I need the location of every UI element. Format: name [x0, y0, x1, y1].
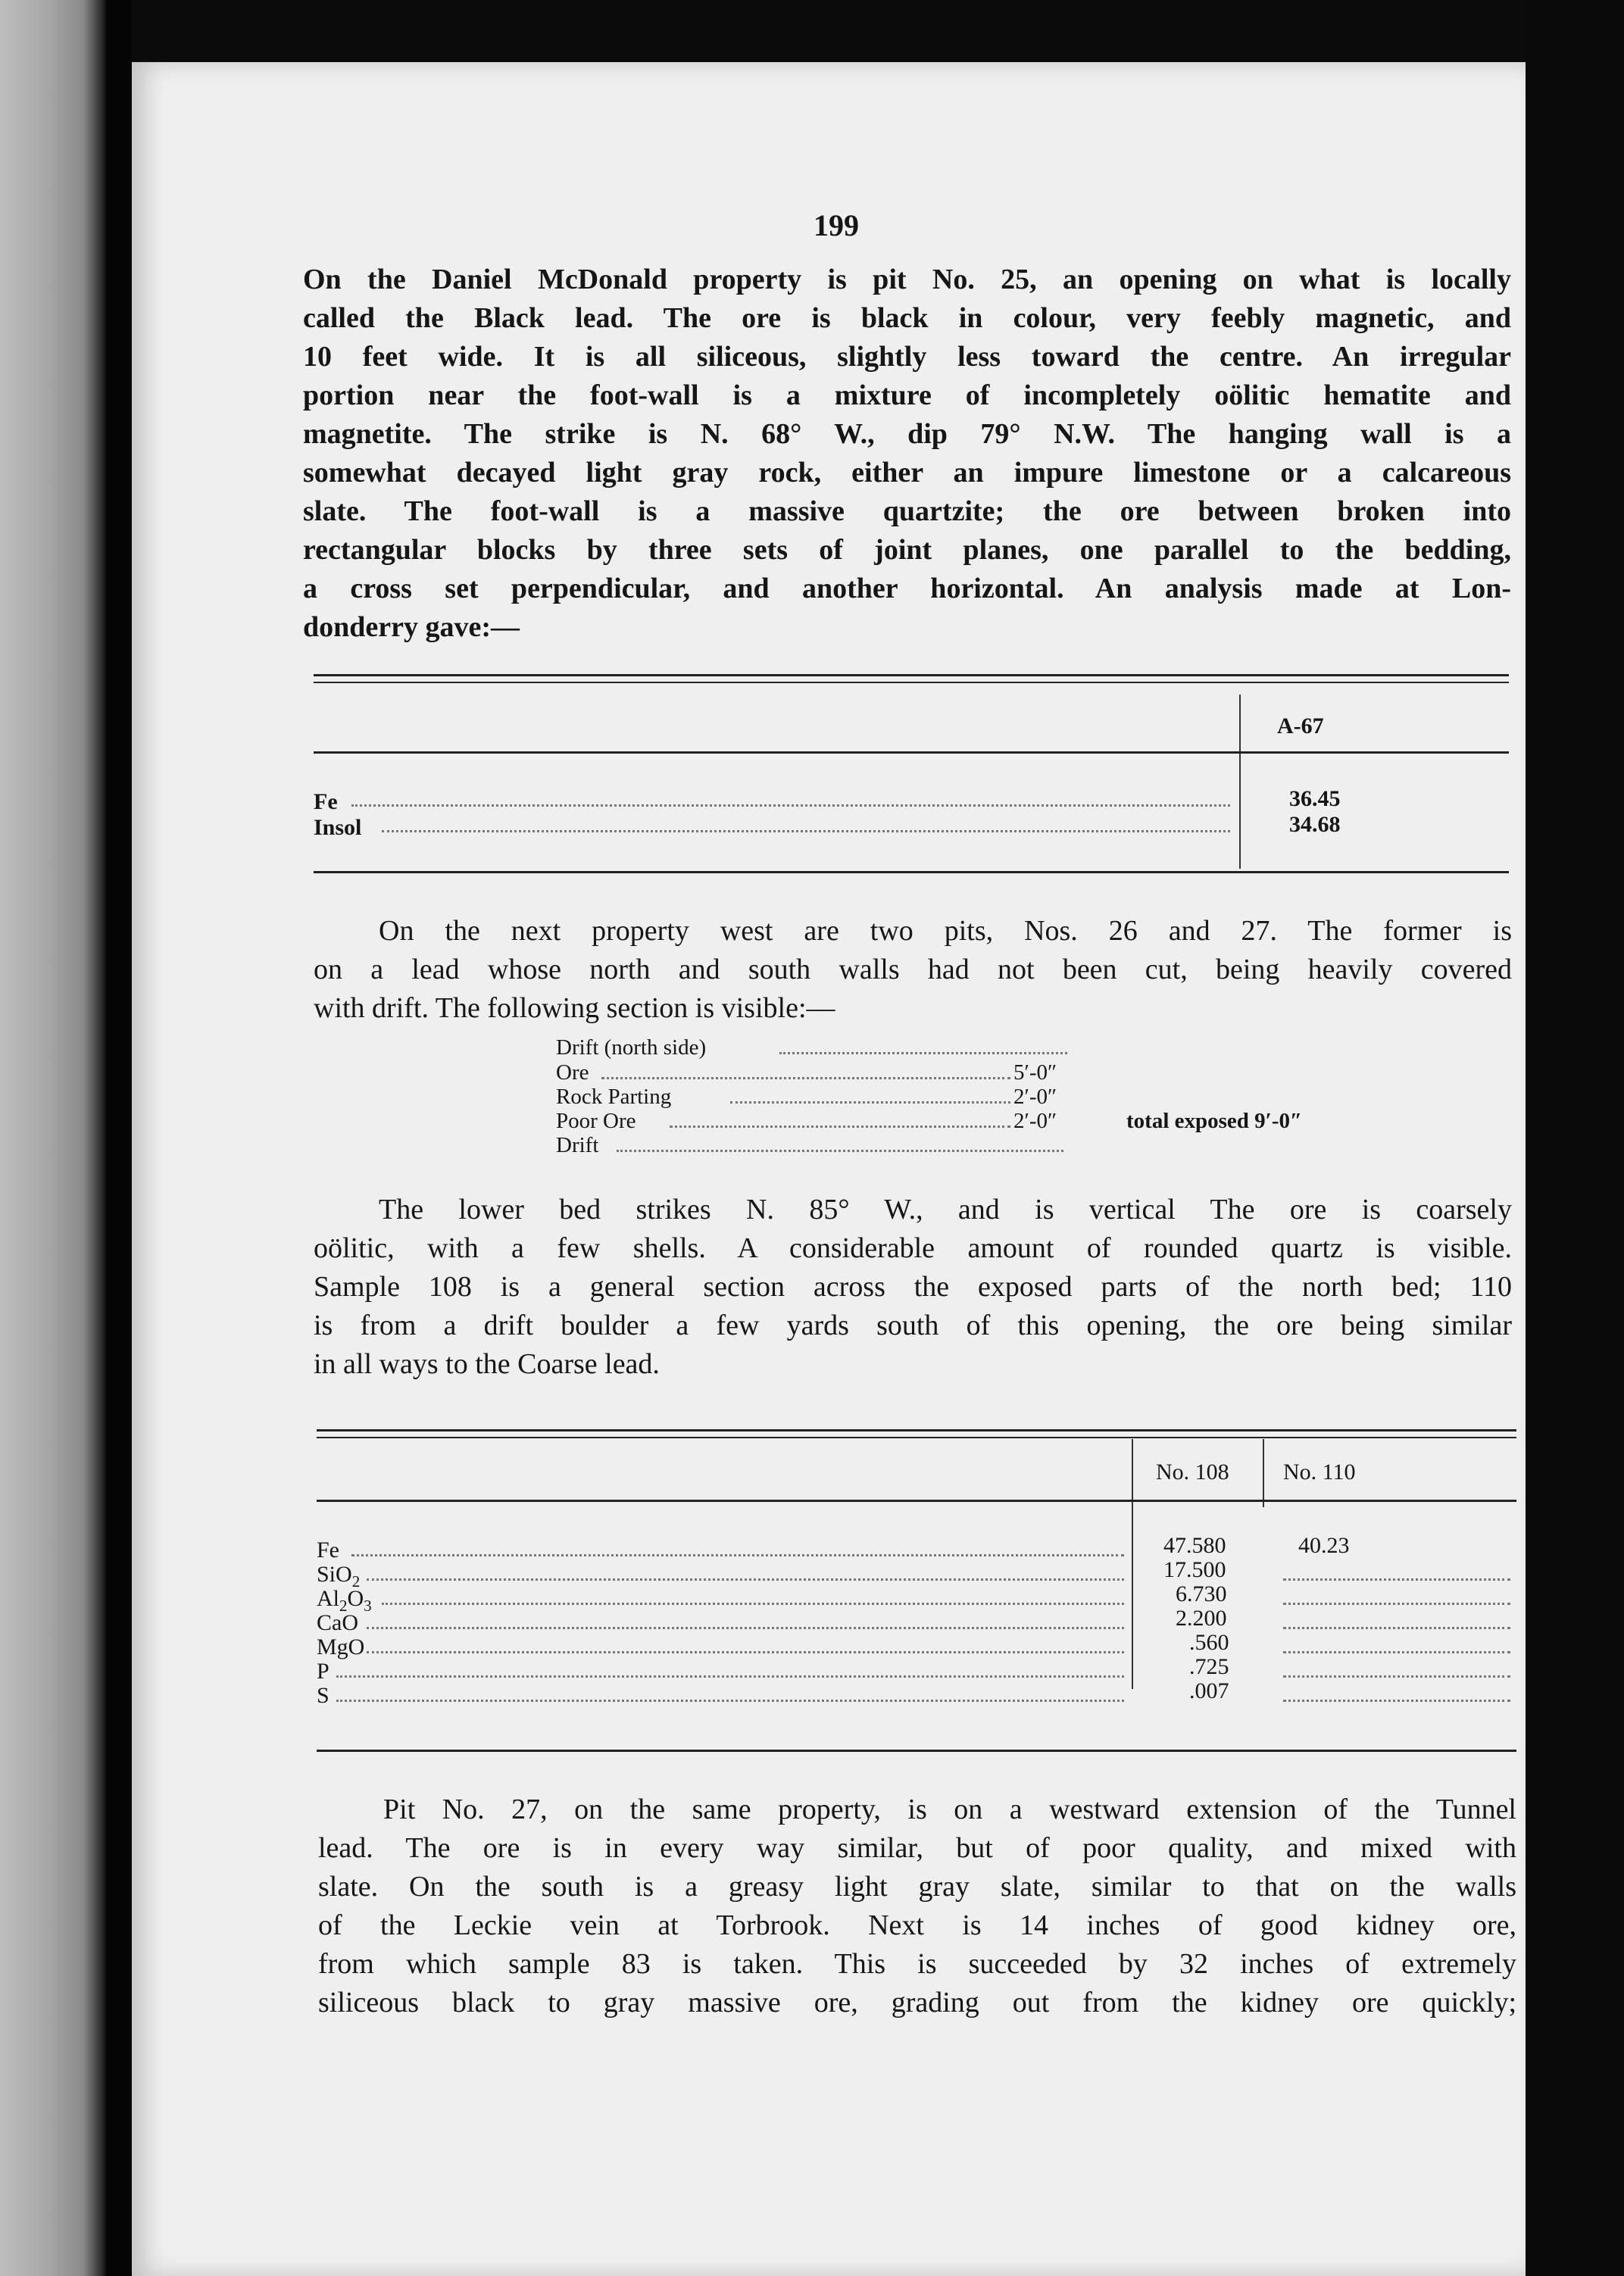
row-value: .725: [1189, 1654, 1229, 1679]
leader-dots: [1283, 1675, 1510, 1678]
leader-dots: [730, 1101, 1010, 1104]
table-rule: [314, 682, 1509, 683]
leader-dots: [351, 804, 1230, 807]
section-label: Drift: [556, 1133, 599, 1157]
leader-dots: [670, 1126, 1010, 1128]
table-rule: [317, 1429, 1516, 1431]
row-label: Insol: [314, 815, 362, 840]
row-label: CaO: [317, 1610, 358, 1635]
table-rule: [314, 871, 1509, 873]
column-header: No. 108: [1156, 1460, 1229, 1485]
text-line: Sample 108 is a general section across the exposed parts of the north bed; 110: [314, 1271, 1512, 1303]
row-label: Fe: [317, 1538, 339, 1563]
row-label: SiO$_2$: [317, 1562, 361, 1591]
scan-margin-right: [1526, 0, 1624, 2276]
table-rule: [314, 674, 1509, 676]
leader-dots: [601, 1077, 1010, 1079]
text-line: magnetite. The strike is N. 68° W., dip 79° N.W. The hanging wall is a: [303, 418, 1511, 450]
table-rule: [314, 751, 1509, 754]
text-line: The lower bed strikes N. 85° W., and is vertical The ore is coarsely: [379, 1194, 1512, 1225]
leader-dots: [367, 1578, 1124, 1581]
row-label: P: [317, 1659, 329, 1684]
book-page: [132, 62, 1526, 2276]
leader-dots: [1283, 1603, 1510, 1605]
row-value: 6.730: [1176, 1581, 1227, 1606]
row-value: 17.500: [1163, 1557, 1226, 1582]
paragraph-1: [303, 261, 1511, 647]
paragraph-2: [314, 912, 1512, 1028]
section-label: Drift (north side): [556, 1035, 707, 1060]
row-value: 34.68: [1289, 812, 1341, 837]
text-line: slate. On the south is a greasy light gray slate, similar to that on the walls: [318, 1871, 1516, 1903]
text-line: with drift. The following section is visible:—: [314, 992, 835, 1024]
paragraph-4: [318, 1791, 1516, 2022]
row-value: .007: [1189, 1678, 1229, 1703]
text-line: is from a drift boulder a few yards south of this opening, the ore being similar: [314, 1310, 1512, 1341]
leader-dots: [1283, 1627, 1510, 1629]
leader-dots: [382, 1603, 1124, 1605]
scan-margin-left: [0, 0, 106, 2276]
row-label: $Al_2O_3$: [317, 1586, 372, 1615]
row-value: 36.45: [1289, 786, 1341, 811]
leader-dots: [779, 1052, 1067, 1054]
leader-dots: [367, 1627, 1124, 1629]
leader-dots: [351, 1554, 1124, 1556]
text-line: slate. The foot-wall is a massive quartzite; the ore between broken into: [303, 495, 1511, 527]
text-line: a cross set perpendicular, and another horizontal. An analysis made at Lon-: [303, 573, 1511, 604]
text-line: oölitic, with a few shells. A considerable amount of rounded quartz is visible.: [314, 1232, 1512, 1264]
row-label: Fe: [314, 789, 338, 814]
paragraph-3: [314, 1191, 1512, 1384]
text-line: On the next property west are two pits, Nos. 26 and 27. The former is: [379, 915, 1512, 947]
text-line: 10 feet wide. It is all siliceous, slightly less toward the centre. An irregular: [303, 341, 1511, 373]
page-number: 199: [814, 208, 859, 242]
section-total: total exposed 9′-0″: [1126, 1109, 1302, 1133]
table-divider: [1263, 1439, 1264, 1507]
column-header: No. 110: [1283, 1460, 1356, 1485]
leader-dots: [336, 1675, 1124, 1678]
leader-dots: [1283, 1651, 1510, 1653]
text-line: of the Leckie vein at Torbrook. Next is 14 inches of good kidney ore,: [318, 1909, 1516, 1941]
row-value: 47.580: [1163, 1533, 1226, 1558]
column-header: A-67: [1277, 713, 1324, 738]
text-line: called the Black lead. The ore is black in colour, very feebly magnetic, and: [303, 302, 1511, 334]
row-value: .560: [1189, 1630, 1229, 1655]
table-divider: [1132, 1439, 1133, 1689]
table-rule: [317, 1437, 1516, 1438]
text-line: lead. The ore is in every way similar, but of poor quality, and mixed with: [318, 1832, 1516, 1864]
book-spine: [106, 0, 132, 2276]
text-line: siliceous black to gray massive ore, grading out from the kidney ore quickly;: [318, 1987, 1516, 2018]
leader-dots: [1283, 1578, 1510, 1581]
section-label: Poor Ore: [556, 1109, 636, 1133]
leader-dots: [382, 830, 1230, 832]
section-label: Ore: [556, 1060, 589, 1085]
text-line: from which sample 83 is taken. This is succeeded by 32 inches of extremely: [318, 1948, 1516, 1980]
section-value: 5′-0″: [1013, 1060, 1057, 1085]
table-rule: [317, 1750, 1516, 1752]
text-line: in all ways to the Coarse lead.: [314, 1348, 660, 1380]
row-value: 2.200: [1176, 1606, 1227, 1631]
text-line: portion near the foot-wall is a mixture of incompletely oölitic hematite and: [303, 379, 1511, 411]
text-line: On the Daniel McDonald property is pit No. 25, an opening on what is locally: [303, 264, 1511, 295]
section-label: Rock Parting: [556, 1085, 672, 1109]
text-line: somewhat decayed light gray rock, either an impure limestone or a calcareous: [303, 457, 1511, 489]
text-line: donderry gave:—: [303, 611, 520, 643]
row-label: S: [317, 1683, 329, 1708]
table-divider: [1239, 695, 1241, 869]
leader-dots: [367, 1651, 1124, 1653]
text-line: rectangular blocks by three sets of joint planes, one parallel to the bedding,: [303, 534, 1511, 566]
leader-dots: [1283, 1700, 1510, 1702]
section-value: 2′-0″: [1013, 1085, 1057, 1109]
row-value: 40.23: [1298, 1533, 1350, 1558]
text-line: Pit No. 27, on the same property, is on a westward extension of the Tunnel: [383, 1794, 1516, 1825]
text-line: on a lead whose north and south walls had not been cut, being heavily covered: [314, 954, 1512, 985]
leader-dots: [617, 1150, 1063, 1152]
table-rule: [317, 1500, 1516, 1502]
leader-dots: [336, 1700, 1124, 1702]
row-label: MgO: [317, 1634, 365, 1659]
section-value: 2′-0″: [1013, 1109, 1057, 1133]
